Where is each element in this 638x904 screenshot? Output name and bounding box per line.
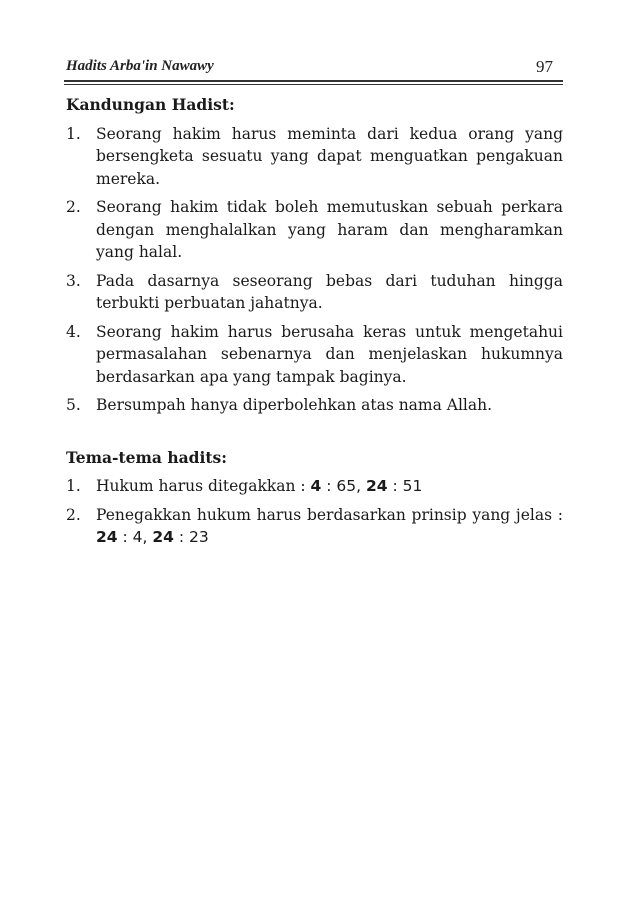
item-number: 5. xyxy=(66,396,81,414)
verse-number: 65 xyxy=(336,477,357,495)
item-number: 4. xyxy=(66,322,81,341)
verse-number: 4 xyxy=(132,528,143,546)
page-header xyxy=(64,52,563,82)
item-text: Seorang hakim harus meminta dari kedua orang yang bersengketa sesuatu yang dapat menguatkan pengakuan mereka. xyxy=(96,124,563,188)
running-title: Hadits Arba'in Nawawy xyxy=(66,58,214,74)
quran-reference xyxy=(311,477,423,495)
ref-comma: , xyxy=(142,528,153,546)
item-number: 2. xyxy=(66,505,81,524)
ref-comma: , xyxy=(356,477,366,495)
section-heading-tema: Tema-tema hadits: xyxy=(66,447,228,467)
item-text: Seorang hakim tidak boleh memutuskan sebuah perkara dengan menghalalkan yang haram dan mengharamkan yang halal. xyxy=(96,198,563,261)
item-number: 2. xyxy=(66,198,81,216)
list-item xyxy=(66,123,563,191)
tema-list xyxy=(66,475,563,549)
list-item xyxy=(66,270,563,315)
verse-number: 51 xyxy=(402,477,423,495)
list-item xyxy=(66,196,563,264)
item-text: Penegakkan hukum harus berdasarkan prinsip yang jelas : xyxy=(96,505,563,524)
page-body xyxy=(66,94,563,555)
surah-number: 24 xyxy=(96,528,118,546)
section-heading-kandungan: Kandungan Hadist: xyxy=(66,95,235,114)
header-rule-thin xyxy=(64,84,563,85)
verse-number: 23 xyxy=(189,528,209,546)
item-text: Bersumpah hanya diperbolehkan atas nama Allah. xyxy=(96,396,493,414)
header-rule-thick xyxy=(64,80,563,82)
item-number: 1. xyxy=(66,124,81,143)
item-number: 1. xyxy=(66,477,81,495)
kandungan-list xyxy=(66,123,563,417)
page-number: 97 xyxy=(536,57,553,76)
list-item xyxy=(66,321,563,389)
item-text: Pada dasarnya seseorang bebas dari tuduhan hingga terbukti perbuatan jahatnya. xyxy=(96,271,563,312)
ref-separator: : xyxy=(321,477,337,495)
ref-separator: : xyxy=(117,528,133,546)
item-text: Seorang hakim harus berusaha keras untuk mengetahui permasalahan sebenarnya dan menjelaskan hukumnya berdasarkan apa yang tampak baginya. xyxy=(96,322,563,386)
surah-number: 24 xyxy=(152,528,174,546)
item-number: 3. xyxy=(66,271,81,290)
list-item xyxy=(66,475,563,498)
ref-separator: : xyxy=(387,477,403,495)
surah-number: 24 xyxy=(366,477,388,495)
list-item xyxy=(66,504,563,549)
list-item xyxy=(66,394,563,417)
quran-reference xyxy=(96,528,209,546)
surah-number: 4 xyxy=(310,477,322,495)
ref-separator: : xyxy=(173,528,190,546)
item-text: Hukum harus ditegakkan : xyxy=(96,477,311,495)
